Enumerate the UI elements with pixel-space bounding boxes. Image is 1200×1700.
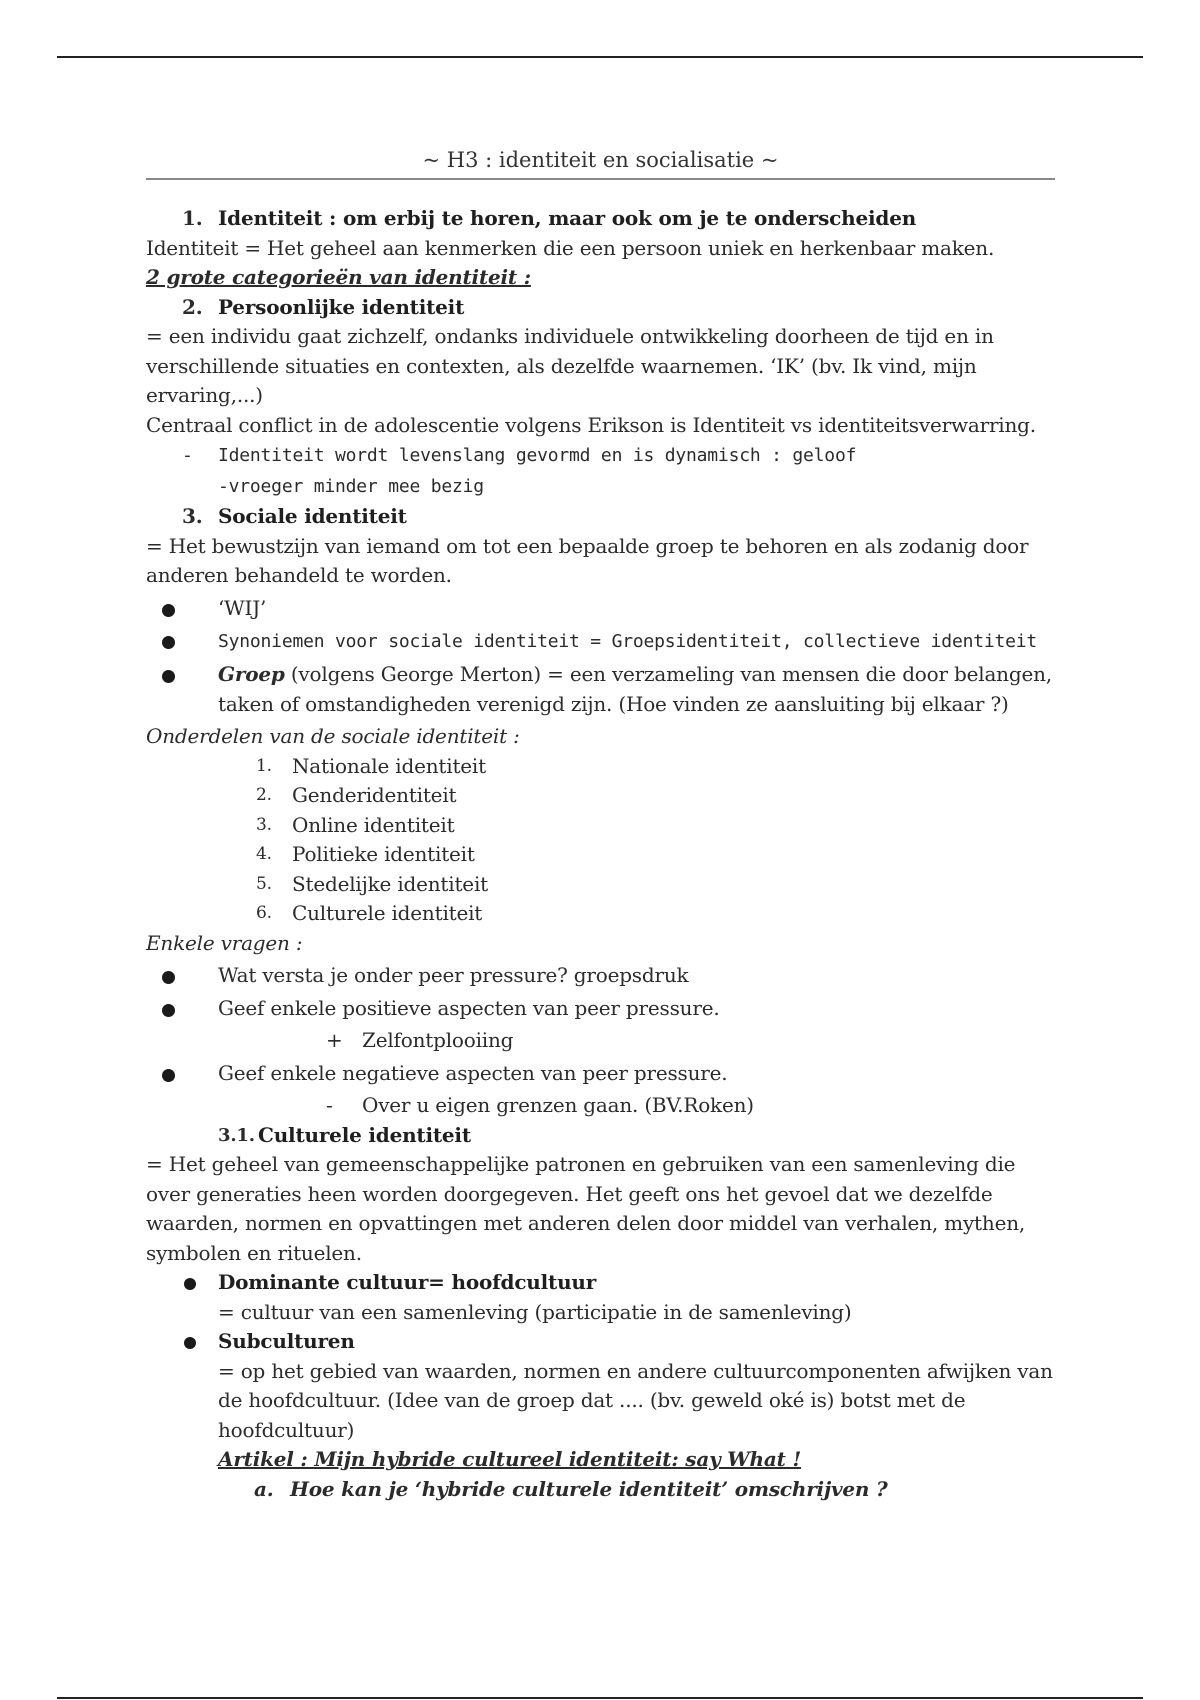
list-item — [256, 899, 1061, 929]
bullet-icon — [182, 1268, 218, 1298]
plus-icon: + — [326, 1028, 343, 1052]
dash-mark: - — [182, 445, 193, 466]
heading-number: 1. — [182, 206, 203, 230]
dash-item — [146, 440, 1061, 502]
list-item-text: Synoniemen voor sociale identiteit = Groepsidentiteit, collectieve identiteit — [218, 631, 1038, 652]
categories-heading: 2 grote categorieën van identiteit : — [146, 265, 531, 289]
list-item-text: Culturele identiteit — [292, 901, 483, 925]
list-item — [146, 594, 1061, 624]
list-item-text: Genderidentiteit — [292, 783, 457, 807]
question-letter: a. — [254, 1476, 274, 1501]
list-item — [256, 840, 1061, 870]
answer-item — [146, 1026, 1061, 1056]
groep-term: Groep — [218, 662, 285, 686]
list-item — [146, 961, 1061, 991]
bottom-rule — [57, 1697, 1143, 1699]
bullet-icon — [146, 961, 218, 991]
heading-identiteit — [146, 204, 1061, 234]
list-item — [146, 660, 1061, 719]
heading-number: 3.1. — [218, 1124, 255, 1146]
list-item — [146, 1268, 1061, 1298]
bullet-icon — [146, 626, 218, 657]
answer-text: Zelfontplooiing — [362, 1028, 514, 1052]
dash-line-2: -vroeger minder mee bezig — [218, 476, 484, 497]
list-number: 6. — [256, 903, 272, 923]
list-item — [256, 781, 1061, 811]
list-item — [146, 1059, 1061, 1089]
vragen-heading: Enkele vragen : — [146, 930, 303, 955]
list-number: 2. — [256, 785, 272, 805]
list-item-text: Geef enkele positieve aspecten van peer pressure. — [218, 995, 720, 1020]
groep-definition: (volgens George Merton) = een verzameling van mensen die door belangen, taken of omstandigheden verenigd zijn. (Hoe vinden ze aansluiting bij elkaar ?) — [218, 662, 1052, 716]
dash-line-1: Identiteit wordt levenslang gevormd en is dynamisch : geloof — [218, 445, 857, 466]
heading-persoonlijke-identiteit — [146, 293, 1061, 323]
bullet-icon — [146, 660, 218, 719]
document-body — [146, 204, 1061, 1504]
title-underline — [146, 178, 1055, 180]
list-item — [256, 752, 1061, 782]
definition-sociaal: = Het bewustzijn van iemand om tot een bepaalde groep te behoren en als zodanig door anderen behandeld te worden. — [146, 533, 1029, 587]
onderdelen-list — [146, 752, 1061, 929]
heading-culturele-identiteit — [146, 1121, 1061, 1151]
question-a — [146, 1475, 1061, 1505]
definition-identiteit: Identiteit = Het geheel aan kenmerken die een persoon uniek en herkenbaar maken. — [146, 235, 995, 260]
list-item — [256, 811, 1061, 841]
heading-text: Identiteit : om erbij te horen, maar ook om je te onderscheiden — [218, 206, 917, 230]
artikel-title: Artikel : Mijn hybride cultureel identiteit: say What ! — [218, 1447, 802, 1471]
list-item — [146, 1327, 1061, 1357]
bullet-icon — [182, 1327, 218, 1357]
dash-icon: - — [326, 1093, 333, 1117]
list-item-text: Nationale identiteit — [292, 753, 486, 778]
heading-sociale-identiteit — [146, 502, 1061, 532]
list-number: 4. — [256, 844, 272, 864]
list-number: 1. — [256, 755, 272, 776]
bullet-icon — [146, 994, 218, 1024]
list-number: 3. — [256, 814, 272, 835]
list-item-text: Online identiteit — [292, 812, 455, 837]
dominant-text: = cultuur van een samenleving (participatie in de samenleving) — [218, 1299, 852, 1324]
list-item — [146, 626, 1061, 657]
list-item-text: ‘WIJ’ — [218, 595, 267, 620]
bullet-icon — [146, 594, 218, 624]
heading-number: 3. — [182, 504, 203, 528]
definition-persoonlijk: = een individu gaat zichzelf, ondanks individuele ontwikkeling doorheen de tijd en in verschillende situaties en contexten, als dezelfde waarnemen. ‘IK’ (bv. Ik vind, mijn ervaring,...) — [146, 324, 994, 407]
erikson-paragraph: Centraal conflict in de adolescentie volgens Erikson is Identiteit vs identiteitsverwarring. — [146, 412, 1036, 437]
heading-text: Culturele identiteit — [258, 1122, 471, 1147]
list-item-text: Politieke identiteit — [292, 842, 475, 866]
dominant-heading: Dominante cultuur= hoofdcultuur — [218, 1270, 597, 1294]
subculturen-heading: Subculturen — [218, 1329, 355, 1353]
onderdelen-heading: Onderdelen van de sociale identiteit : — [146, 724, 520, 748]
list-item-text: Geef enkele negatieve aspecten van peer pressure. — [218, 1060, 728, 1085]
top-rule — [57, 56, 1143, 58]
list-item-text: Wat versta je onder peer pressure? groepsdruk — [218, 963, 689, 987]
bullet-icon — [146, 1059, 218, 1089]
heading-text: Sociale identiteit — [218, 504, 407, 528]
list-item — [146, 994, 1061, 1024]
question-text: Hoe kan je ‘hybride culturele identiteit’ omschrijven ? — [290, 1476, 888, 1501]
list-item-text — [218, 660, 1061, 719]
subculturen-text: = op het gebied van waarden, normen en andere cultuurcomponenten afwijken van de hoofdcultuur. (Idee van de groep dat .... (bv. geweld oké is) botst met de hoofdcultuur) — [218, 1358, 1053, 1442]
heading-number: 2. — [182, 294, 203, 319]
definition-cultureel: = Het geheel van gemeenschappelijke patronen en gebruiken van een samenleving die over generaties heen worden doorgegeven. Het geeft ons het gevoel dat we dezelfde waarden, normen en opvattingen met anderen delen door middel van verhalen, mythen, symbolen en rituelen. — [146, 1152, 1026, 1265]
list-item-text: Stedelijke identiteit — [292, 871, 488, 896]
list-number: 5. — [256, 873, 272, 894]
page-title: ~ H3 : identiteit en socialisatie ~ — [422, 148, 779, 172]
answer-text: Over u eigen grenzen gaan. (BV.Roken) — [362, 1093, 754, 1117]
list-item — [256, 870, 1061, 900]
answer-item — [146, 1091, 1061, 1121]
heading-text: Persoonlijke identiteit — [218, 294, 465, 319]
